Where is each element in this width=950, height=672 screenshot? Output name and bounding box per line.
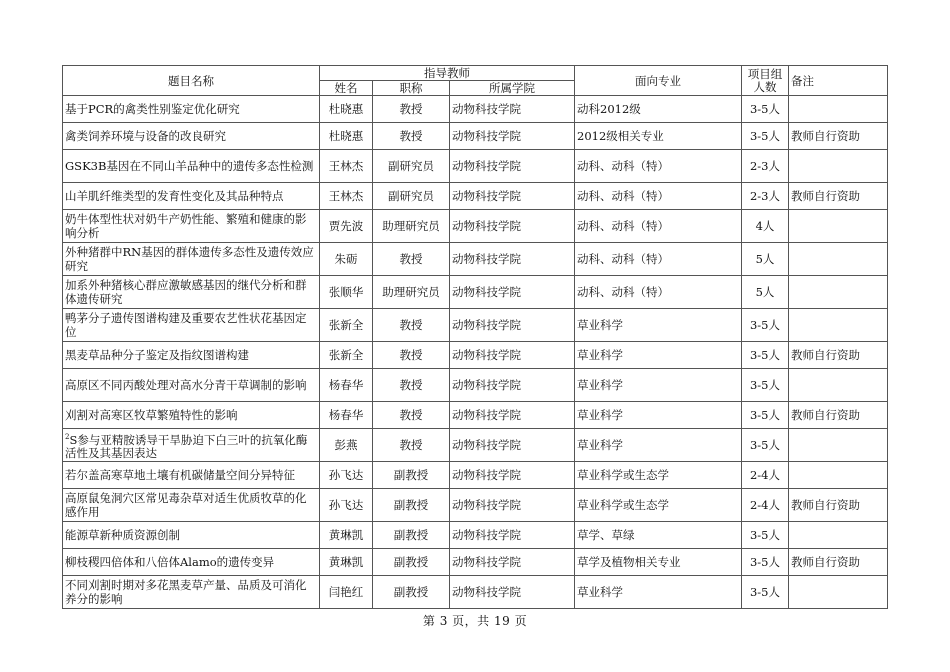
header-major: 面向专业 — [575, 66, 742, 96]
remark-cell: 教师自行资助 — [789, 342, 888, 369]
table-row — [63, 309, 888, 342]
advisor-name-cell: 闫艳红 — [320, 576, 373, 609]
college-cell: 动物科技学院 — [450, 429, 575, 462]
topic-cell: 外种猪群中RN基因的群体遗传多态性及遗传效应研究 — [63, 243, 320, 276]
project-table — [62, 65, 888, 609]
college-cell: 动物科技学院 — [450, 96, 575, 123]
group-size-cell: 4人 — [742, 210, 789, 243]
remark-cell — [789, 522, 888, 549]
remark-cell — [789, 150, 888, 183]
topic-cell: 黑麦草品种分子鉴定及指纹图谱构建 — [63, 342, 320, 369]
major-cell: 草业科学或生态学 — [575, 462, 742, 489]
topic-cell: 不同刈割时期对多花黑麦草产量、品质及可消化养分的影响 — [63, 576, 320, 609]
advisor-title-cell: 副研究员 — [373, 183, 450, 210]
group-size-cell: 2-4人 — [742, 489, 789, 522]
table-row — [63, 549, 888, 576]
major-cell: 动科、动科（特） — [575, 183, 742, 210]
college-cell: 动物科技学院 — [450, 369, 575, 402]
table-row — [63, 489, 888, 522]
advisor-name-cell: 杨春华 — [320, 402, 373, 429]
advisor-title-cell: 教授 — [373, 309, 450, 342]
college-cell: 动物科技学院 — [450, 150, 575, 183]
advisor-name-cell: 王林杰 — [320, 183, 373, 210]
table-row — [63, 210, 888, 243]
advisor-name-cell: 贾先波 — [320, 210, 373, 243]
table-row — [63, 429, 888, 462]
major-cell: 动科、动科（特） — [575, 210, 742, 243]
college-cell: 动物科技学院 — [450, 522, 575, 549]
topic-text: S参与亚精胺诱导干旱胁迫下白三叶的抗氧化酶活性及其基因表达 — [65, 432, 308, 461]
advisor-title-cell: 助理研究员 — [373, 210, 450, 243]
topic-cell: 山羊肌纤维类型的发育性变化及其品种特点 — [63, 183, 320, 210]
college-cell: 动物科技学院 — [450, 549, 575, 576]
major-cell: 动科、动科（特） — [575, 243, 742, 276]
table-row — [63, 276, 888, 309]
table-row — [63, 576, 888, 609]
remark-cell — [789, 369, 888, 402]
header-row-1 — [63, 66, 888, 81]
advisor-name-cell: 杨春华 — [320, 369, 373, 402]
remark-cell: 教师自行资助 — [789, 402, 888, 429]
advisor-name-cell: 张新全 — [320, 342, 373, 369]
topic-cell: 若尔盖高寒草地土壤有机碳储量空间分异特征 — [63, 462, 320, 489]
major-cell: 动科、动科（特） — [575, 276, 742, 309]
topic-cell: 能源草新种质资源创制 — [63, 522, 320, 549]
college-cell: 动物科技学院 — [450, 402, 575, 429]
college-cell: 动物科技学院 — [450, 183, 575, 210]
group-size-cell: 5人 — [742, 276, 789, 309]
advisor-title-cell: 副教授 — [373, 549, 450, 576]
remark-cell: 教师自行资助 — [789, 489, 888, 522]
remark-cell — [789, 276, 888, 309]
college-cell: 动物科技学院 — [450, 342, 575, 369]
topic-cell: 高原区不同丙酸处理对高水分青干草调制的影响 — [63, 369, 320, 402]
page-footer: 第 3 页，共 19 页 — [422, 614, 528, 628]
topic-cell: 鸭茅分子遗传图谱构建及重要农艺性状花基因定位 — [63, 309, 320, 342]
group-size-cell: 3-5人 — [742, 369, 789, 402]
college-cell: 动物科技学院 — [450, 210, 575, 243]
group-size-cell: 5人 — [742, 243, 789, 276]
topic-cell: GSK3B基因在不同山羊品种中的遗传多态性检测 — [63, 150, 320, 183]
major-cell: 动科、动科（特） — [575, 150, 742, 183]
header-advisor: 指导教师 — [320, 66, 575, 81]
remark-cell: 教师自行资助 — [789, 549, 888, 576]
header-group-size: 项目组人数 — [742, 66, 789, 96]
advisor-title-cell: 教授 — [373, 429, 450, 462]
advisor-title-cell: 副教授 — [373, 576, 450, 609]
group-size-cell: 3-5人 — [742, 576, 789, 609]
advisor-title-cell: 副研究员 — [373, 150, 450, 183]
group-size-cell: 3-5人 — [742, 96, 789, 123]
group-size-cell: 2-3人 — [742, 183, 789, 210]
advisor-title-cell: 教授 — [373, 243, 450, 276]
major-cell: 2012级相关专业 — [575, 123, 742, 150]
table-row — [63, 243, 888, 276]
topic-cell: 奶牛体型性状对奶牛产奶性能、繁殖和健康的影响分析 — [63, 210, 320, 243]
table-row — [63, 369, 888, 402]
advisor-title-cell: 副教授 — [373, 489, 450, 522]
table-row — [63, 123, 888, 150]
college-cell: 动物科技学院 — [450, 309, 575, 342]
advisor-title-cell: 教授 — [373, 402, 450, 429]
major-cell: 草业科学 — [575, 369, 742, 402]
college-cell: 动物科技学院 — [450, 243, 575, 276]
group-size-cell: 3-5人 — [742, 429, 789, 462]
college-cell: 动物科技学院 — [450, 576, 575, 609]
advisor-title-cell: 教授 — [373, 123, 450, 150]
header-college: 所属学院 — [450, 81, 575, 96]
table-row — [63, 96, 888, 123]
topic-cell: 高原鼠兔洞穴区常见毒杂草对适生优质牧草的化感作用 — [63, 489, 320, 522]
major-cell: 草学、草绿 — [575, 522, 742, 549]
topic-cell — [63, 429, 320, 462]
advisor-name-cell: 张顺华 — [320, 276, 373, 309]
topic-cell: 刈割对高寒区牧草繁殖特性的影响 — [63, 402, 320, 429]
table-row — [63, 342, 888, 369]
major-cell: 草业科学 — [575, 342, 742, 369]
college-cell: 动物科技学院 — [450, 489, 575, 522]
table-row — [63, 150, 888, 183]
topic-cell: 柳枝稷四倍体和八倍体Alamo的遗传变异 — [63, 549, 320, 576]
remark-cell — [789, 243, 888, 276]
college-cell: 动物科技学院 — [450, 462, 575, 489]
topic-cell: 加系外种猪核心群应激敏感基因的继代分析和群体遗传研究 — [63, 276, 320, 309]
header-title: 职称 — [373, 81, 450, 96]
major-cell: 草业科学或生态学 — [575, 489, 742, 522]
remark-cell — [789, 96, 888, 123]
group-size-cell: 3-5人 — [742, 342, 789, 369]
remark-cell: 教师自行资助 — [789, 183, 888, 210]
advisor-name-cell: 杜晓惠 — [320, 123, 373, 150]
group-size-cell: 3-5人 — [742, 309, 789, 342]
major-cell: 草学及植物相关专业 — [575, 549, 742, 576]
table-row — [63, 402, 888, 429]
remark-cell — [789, 309, 888, 342]
advisor-title-cell: 副教授 — [373, 462, 450, 489]
advisor-title-cell: 助理研究员 — [373, 276, 450, 309]
major-cell: 草业科学 — [575, 429, 742, 462]
college-cell: 动物科技学院 — [450, 276, 575, 309]
header-remark: 备注 — [789, 66, 888, 96]
header-topic: 题目名称 — [63, 66, 320, 96]
advisor-name-cell: 黄琳凯 — [320, 549, 373, 576]
advisor-name-cell: 彭燕 — [320, 429, 373, 462]
remark-cell — [789, 576, 888, 609]
table-row — [63, 522, 888, 549]
advisor-name-cell: 张新全 — [320, 309, 373, 342]
advisor-name-cell: 杜晓惠 — [320, 96, 373, 123]
group-size-cell: 3-5人 — [742, 123, 789, 150]
header-name: 姓名 — [320, 81, 373, 96]
advisor-title-cell: 教授 — [373, 342, 450, 369]
advisor-title-cell: 教授 — [373, 96, 450, 123]
advisor-name-cell: 孙飞达 — [320, 462, 373, 489]
table-row — [63, 462, 888, 489]
group-size-cell: 2-3人 — [742, 150, 789, 183]
subscript-number: 2 — [65, 432, 70, 441]
remark-cell — [789, 429, 888, 462]
advisor-name-cell: 黄琳凯 — [320, 522, 373, 549]
advisor-name-cell: 王林杰 — [320, 150, 373, 183]
college-cell: 动物科技学院 — [450, 123, 575, 150]
group-size-cell: 3-5人 — [742, 549, 789, 576]
group-size-cell: 3-5人 — [742, 522, 789, 549]
group-size-cell: 2-4人 — [742, 462, 789, 489]
remark-cell — [789, 462, 888, 489]
remark-cell: 教师自行资助 — [789, 123, 888, 150]
major-cell: 草业科学 — [575, 402, 742, 429]
advisor-title-cell: 副教授 — [373, 522, 450, 549]
major-cell: 草业科学 — [575, 309, 742, 342]
topic-cell: 基于PCR的禽类性别鉴定优化研究 — [63, 96, 320, 123]
major-cell: 动科2012级 — [575, 96, 742, 123]
topic-cell: 禽类饲养环境与设备的改良研究 — [63, 123, 320, 150]
remark-cell — [789, 210, 888, 243]
advisor-title-cell: 教授 — [373, 369, 450, 402]
major-cell: 草业科学 — [575, 576, 742, 609]
table-row — [63, 183, 888, 210]
advisor-name-cell: 孙飞达 — [320, 489, 373, 522]
group-size-cell: 3-5人 — [742, 402, 789, 429]
advisor-name-cell: 朱砺 — [320, 243, 373, 276]
